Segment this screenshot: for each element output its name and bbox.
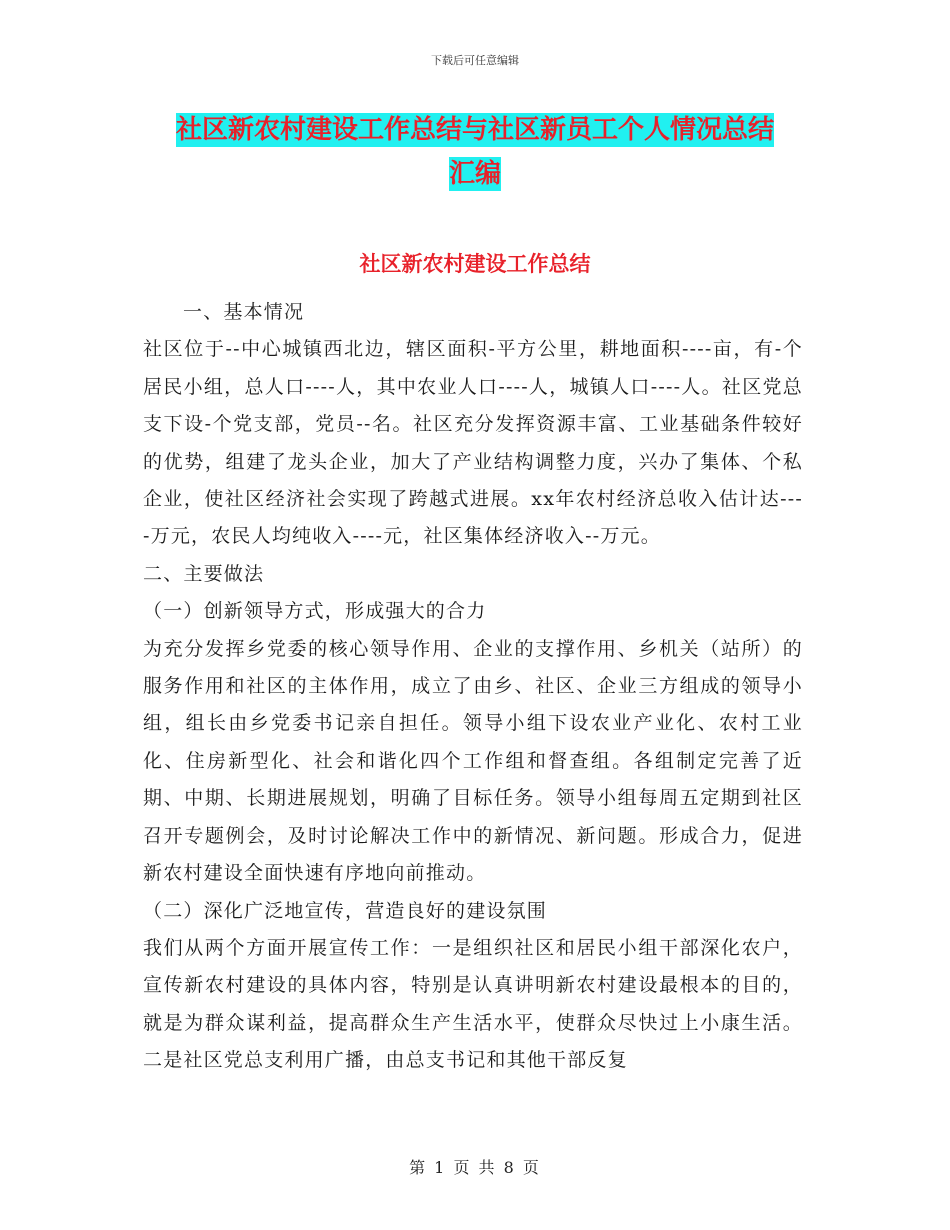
paragraph-leadership: 为充分发挥乡党委的核心领导作用、企业的支撑作用、乡机关（站所）的服务作用和社区的主体作用，成立了由乡、社区、企业三方组成的领导小组，组长由乡党委书记亲自担任。领导小组下设农业产业化、农村工业化、住房新型化、社会和谐化四个工作组和督查组。各组制定完善了近期、中期、长期进展规划，明确了目标任务。领导小组每周五定期到社区召开专题例会，及时讨论解决工作中的新情况、新问题。形成合力，促进新农村建设全面快速有序地向前推动。 [143, 637, 803, 885]
heading-basic-situation: 一、基本情况 [183, 301, 305, 323]
document-title [140, 108, 810, 196]
page-footer-number: 第 1 页 共 8 页 [409, 1158, 541, 1177]
section-title: 社区新农村建设工作总结 [359, 252, 591, 276]
document-body [143, 294, 803, 1080]
page-header-note: 下载后可任意编辑 [431, 54, 519, 67]
paragraph-publicity: 我们从两个方面开展宣传工作：一是组织社区和居民小组干部深化农户，宣传新农村建设的具体内容，特别是认真讲明新农村建设最根本的目的，就是为群众谋利益，提高群众生产生活水平，使群众尽快过上小康生活。二是社区党总支利用广播，由总支书记和其他干部反复 [143, 936, 803, 1072]
document-title-line1: 社区新农村建设工作总结与社区新员工个人情况总结 [175, 115, 774, 145]
subheading-publicity: （二）深化广泛地宣传，营造良好的建设氛围 [143, 899, 548, 922]
paragraph-basic-situation: 社区位于--中心城镇西北边，辖区面积-平方公里，耕地面积----亩，有-个居民小组，总人口----人，其中农业人口----人，城镇人口----人。社区党总支下设-个党支部，党员--名。社区充分发挥资源丰富、工业基础条件较好的优势，组建了龙头企业，加大了产业结构调整力度，兴办了集体、个私企业，使社区经济社会实现了跨越式进展。xx年农村经济总收入估计达----万元，农民人均纯收入----元，社区集体经济收入--万元。 [143, 338, 803, 548]
subheading-leadership: （一）创新领导方式，形成强大的合力 [143, 600, 487, 623]
heading-main-practices: 二、主要做法 [143, 562, 265, 585]
document-title-line2: 汇编 [448, 159, 501, 189]
